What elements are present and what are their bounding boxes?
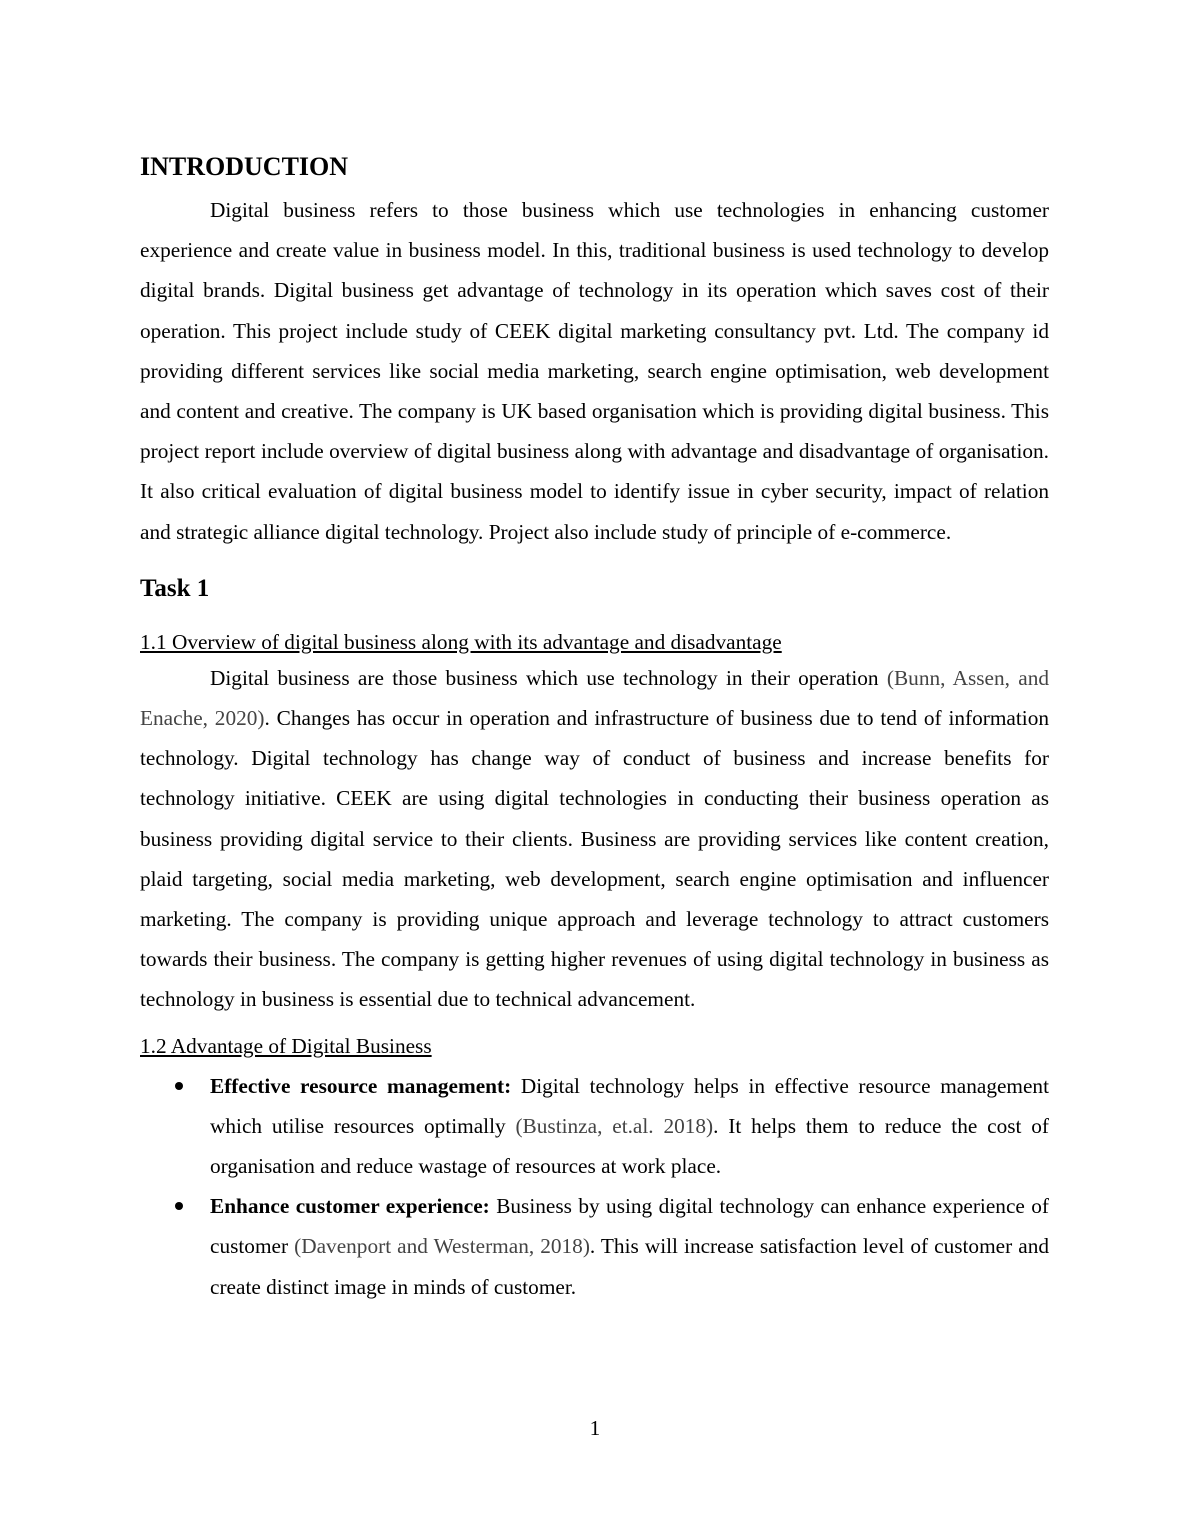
- list-item: [140, 1186, 1049, 1307]
- page-content: [140, 148, 1049, 1307]
- bullet-icon: [175, 1202, 183, 1210]
- bullet-icon: [175, 1082, 183, 1090]
- section-1-2-title: 1.2 Advantage of Digital Business: [140, 1033, 432, 1058]
- bullet-text-after: . It helps them to reduce the cost of organisation and reduce wastage of resources at work place.: [210, 1113, 1049, 1179]
- page-number: 1: [589, 1416, 601, 1440]
- section-1-1-paragraph: [140, 658, 1049, 1020]
- list-item: [140, 1066, 1049, 1187]
- section-1-1-text-after: . Changes has occur in operation and infrastructure of business due to tend of information technology. Digital technology has change way of conduct of business and increase benefits for technology initiative. CEEK are using digital technologies in conducting their business operation as business providing digital service to their clients. Business are providing services like content creation, plaid targeting, social media marketing, web development, search engine optimisation and influencer marketing. The company is providing unique approach and leverage technology to attract customers towards their business. The company is getting higher revenues of using digital technology in business as technology in business is essential due to technical advancement.: [140, 706, 1049, 1012]
- bullet-label: Enhance customer experience:: [210, 1194, 490, 1219]
- introduction-paragraph: Digital business refers to those business which use technologies in enhancing customer experience and create value in business model. In this, traditional business is used technology to develop digital brands. Digital business get advantage of technology in its operation which saves cost of their operation. This project include study of CEEK digital marketing consultancy pvt. Ltd. The company id providing different services like social media marketing, search engine optimisation, web development and content and creative. The company is UK based organisation which is providing digital business. This project report include overview of digital business along with advantage and disadvantage of organisation. It also critical evaluation of digital business model to identify issue in cyber security, impact of relation and strategic alliance digital technology. Project also include study of principle of e-commerce.: [140, 198, 1049, 544]
- introduction-heading: INTRODUCTION: [140, 152, 349, 181]
- section-1-1-text-before: Digital business are those business which use technology in their operation: [210, 665, 887, 690]
- bullet-text-before: Digital technology helps in effective resource management which utilise resources optimally: [210, 1073, 1049, 1138]
- bullet-text-after: . This will increase satisfaction level of customer and create distinct image in minds of customer.: [210, 1234, 1050, 1299]
- bullet-citation: (Bustinza, et.al. 2018): [515, 1113, 714, 1138]
- advantages-list: [140, 1066, 1049, 1307]
- task-1-heading: Task 1: [140, 574, 210, 602]
- section-1-1-citation: (Bunn, Assen, and Enache, 2020): [140, 665, 1050, 731]
- bullet-citation: (Davenport and Westerman, 2018): [294, 1234, 590, 1259]
- bullet-label: Effective resource management:: [210, 1073, 512, 1098]
- bullet-text-before: Business by using digital technology can enhance experience of customer: [210, 1194, 1050, 1259]
- section-1-1-title: 1.1 Overview of digital business along with its advantage and disadvantage: [140, 629, 782, 654]
